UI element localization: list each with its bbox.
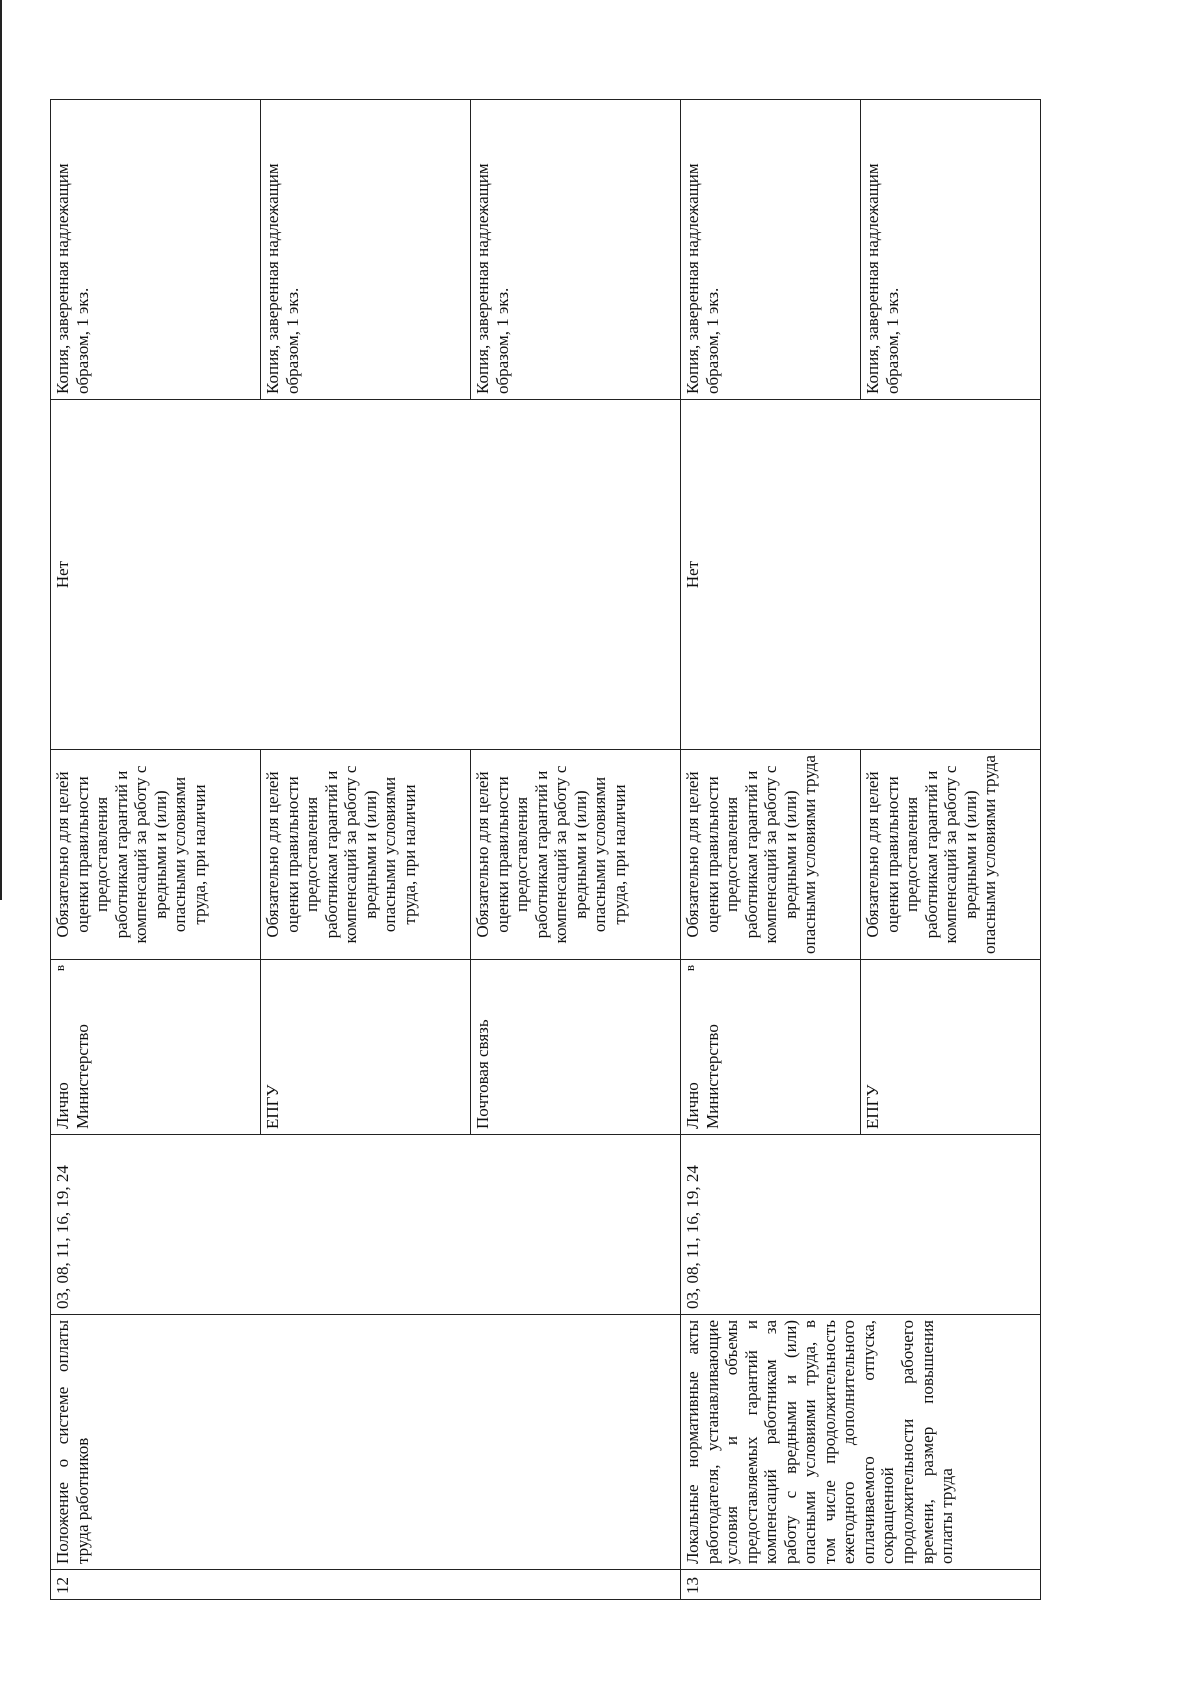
channel-label: ЕПГУ bbox=[263, 1084, 282, 1129]
table-row-13 bbox=[681, 100, 861, 1600]
form-cell: Копия, заверенная надлежащим образом, 1 экз. bbox=[261, 100, 471, 400]
channel-suffix: в bbox=[52, 965, 67, 972]
documents-table bbox=[50, 99, 1041, 1600]
channel-cell bbox=[261, 960, 471, 1135]
channel-label-secondary: Министерство bbox=[72, 1024, 92, 1129]
channel-label-secondary: Министерство bbox=[702, 1024, 722, 1129]
form-cell: Копия, заверенная надлежащим образом, 1 экз. bbox=[51, 100, 261, 400]
channel-label: ЕПГУ bbox=[863, 1084, 882, 1129]
form-cell: Копия, заверенная надлежащим образом, 1 экз. bbox=[681, 100, 861, 400]
row-number: 12 bbox=[51, 1570, 681, 1600]
row-number: 13 bbox=[681, 1570, 1041, 1600]
requirement-cell: Обязательно для целей оценки правильности предоставления работникам гарантий и компенсаций за работу с вредными и (или) опасными условиями труда, при наличии bbox=[471, 750, 681, 960]
rotated-page bbox=[50, 100, 1050, 1600]
codes-cell: 03, 08, 11, 16, 19, 24 bbox=[51, 1135, 681, 1315]
fee-cell: Нет bbox=[51, 400, 681, 750]
requirement-cell: Обязательно для целей оценки правильности предоставления работникам гарантий и компенсаций за работу с вредными и (или) опасными условиями труда, при наличии bbox=[261, 750, 471, 960]
channel-cell bbox=[51, 960, 261, 1135]
requirement-cell: Обязательно для целей оценки правильности предоставления работникам гарантий и компенсаций за работу с вредными и (или) опасными условиями труда, при наличии bbox=[51, 750, 261, 960]
channel-label: Лично bbox=[683, 1082, 702, 1129]
channel-cell bbox=[471, 960, 681, 1135]
form-cell: Копия, заверенная надлежащим образом, 1 экз. bbox=[861, 100, 1041, 400]
channel-suffix: в bbox=[682, 965, 697, 972]
requirement-cell: Обязательно для целей оценки правильности предоставления работникам гарантий и компенсаций за работу с вредными и (или) опасными условиями труда bbox=[681, 750, 861, 960]
channel-label: Лично bbox=[53, 1082, 72, 1129]
codes-cell: 03, 08, 11, 16, 19, 24 bbox=[681, 1135, 1041, 1315]
document-name: Положение о системе оплаты труда работников bbox=[51, 1315, 681, 1570]
scan-edge-line bbox=[0, 0, 2, 900]
fee-cell: Нет bbox=[681, 400, 1041, 750]
requirement-cell: Обязательно для целей оценки правильности предоставления работникам гарантий и компенсаций за работу с вредными и (или) опасными условиями труда bbox=[861, 750, 1041, 960]
form-cell: Копия, заверенная надлежащим образом, 1 экз. bbox=[471, 100, 681, 400]
table-row-12 bbox=[51, 100, 261, 1600]
channel-cell bbox=[861, 960, 1041, 1135]
channel-cell bbox=[681, 960, 861, 1135]
document-name: Локальные нормативные акты работодателя, устанавливающие условия и объемы предоставляемых гарантий и компенсаций работникам за работу с вредными и (или) опасными условиями труда, в том числе продолжительность ежегодного дополнительного оплачиваемого отпуска, сокращенной продолжительности рабочего времени, размер повышения оплаты труда bbox=[681, 1315, 1041, 1570]
channel-label: Почтовая связь bbox=[473, 1019, 492, 1129]
